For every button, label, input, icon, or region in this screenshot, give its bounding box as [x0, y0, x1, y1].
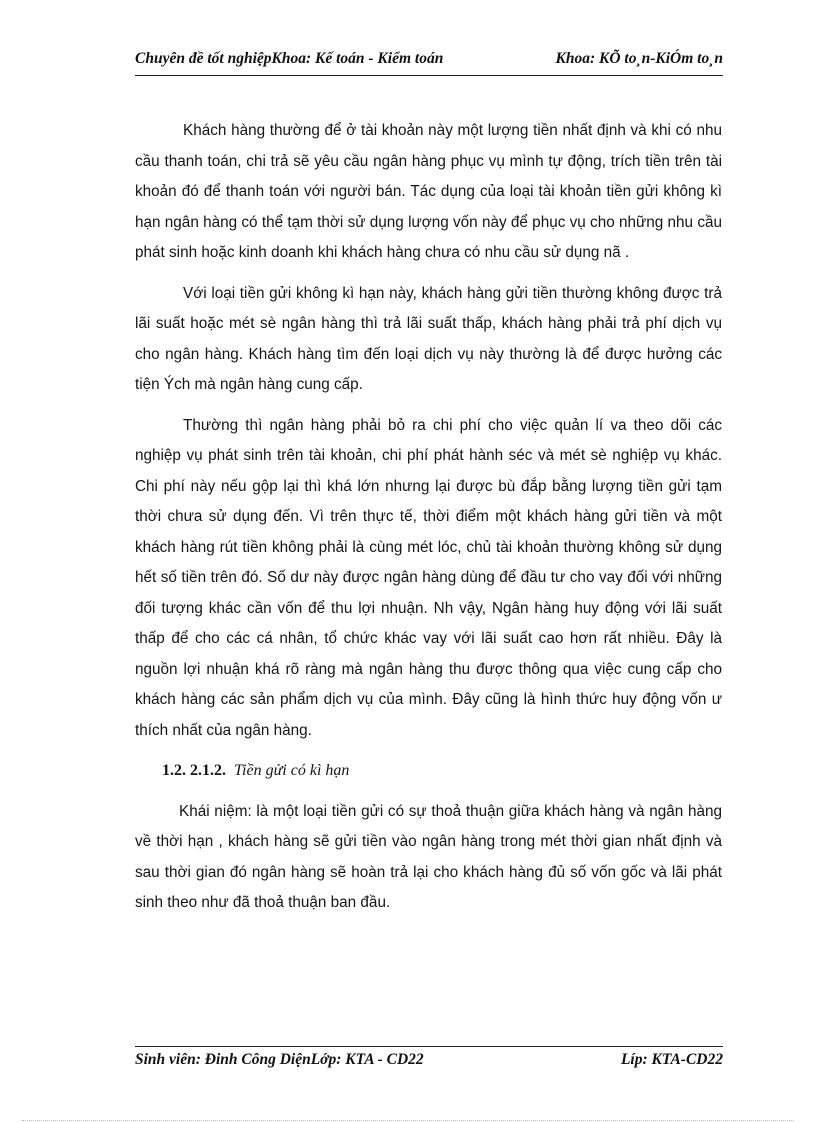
paragraph-3: Thường thì ngân hàng phải bỏ ra chi phí cho việc quản lí va theo dõi các nghiệp vụ phát sinh trên tài khoản, chi phí phát hành séc và mét sè nghiệp vụ khác. Chi phí này nếu gộp lại thì khá lớn nhưng lại được bù đắp bằng lượng tiền gửi tạm thời chưa sử dụng đến. Vì trên thực tế, thời điểm một khách hàng gửi tiền và một khách hàng rút tiền không phải là cùng mét lóc, chủ tài khoản thường không sử dụng hết số tiền trên đó. Số dư này được ngân hàng dùng để đầu tư cho vay đối với những đối tượng khác cần vốn để thu lợi nhuận. Nh vậy, Ngân hàng huy động với lãi suất thấp để cho các cá nhân, tổ chức khác vay với lãi suất cao hơn rất nhiều. Đây là nguồn lợi nhuận khá rõ ràng mà ngân hàng thu được thông qua việc cung cấp cho khách hàng các sản phẩm dịch vụ của mình. Đây cũng là hình thức huy động vốn ư thích nhất của ngân hàng. — [135, 416, 722, 739]
page-header — [135, 48, 723, 76]
paragraph-1: Khách hàng thường để ở tài khoản này một lượng tiền nhất định và khi có nhu cầu thanh toán, chi trả sẽ yêu cầu ngân hàng phục vụ mình tự động, trích tiền trên tài khoản đó để thanh toán với người bán. Tác dụng của loại tài khoản tiền gửi không kì hạn ngân hàng có thể tạm thời sử dụng lượng vốn này để phục vụ cho những nhu cầu phát sinh hoặc kinh doanh khi khách hàng chưa có nhu cầu sử dụng nã . — [135, 122, 722, 261]
paragraph-definition: Khái niệm: là một loại tiền gửi có sự thoả thuận giữa khách hàng và ngân hàng về thời hạn , khách hàng sẽ gửi tiền vào ngân hàng trong mét thời gian nhất định và sau thời gian đó ngân hàng sẽ hoàn trả lại cho khách hàng đủ số vốn gốc và lãi phát sinh theo như đã thoả thuận ban đầu. — [135, 802, 722, 911]
header-right-text: Khoa: KÕ to¸n-KiÓm to¸n — [555, 50, 723, 67]
section-number: 1.2. 2.1.2. — [162, 762, 226, 779]
section-title: Tiền gửi có kì hạn — [234, 762, 350, 779]
section-heading — [162, 756, 722, 787]
page-bottom-edge — [22, 1120, 794, 1121]
footer-left-text: Sinh viên: Đinh Công DiệnLớp: KTA - CD22 — [135, 1051, 424, 1068]
document-body — [135, 116, 722, 919]
paragraph-2: Với loại tiền gửi không kì hạn này, khách hàng gửi tiền thường không được trả lãi suất hoặc mét sè ngân hàng thì trả lãi suất thấp, khách hàng phải trả phí dịch vụ cho ngân hàng. Khách hàng tìm đến loại dịch vụ này thường là để được hưởng các tiện Ých mà ngân hàng cung cấp. — [135, 284, 722, 393]
header-left-text: Chuyên đề tốt nghiệpKhoa: Kế toán - Kiểm toán — [135, 50, 444, 67]
footer-right-text: Líp: KTA-CD22 — [620, 1051, 723, 1068]
page-footer — [135, 1046, 723, 1075]
